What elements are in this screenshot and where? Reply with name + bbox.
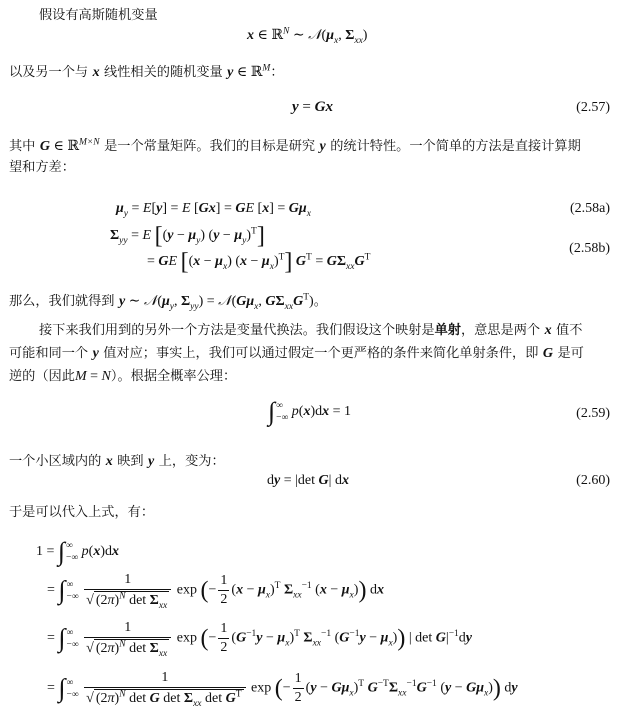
line-y-intro: 以及另一个与 x 线性相关的随机变量 y ∈ ℝ$^M$：: [9, 63, 284, 80]
paragraph-substitution-line1: 接下来我们用到的另外一个方法是变量代换法。我们假设这个映射是单射，意思是两个 x 值不: [39, 323, 583, 338]
equation-2-58b-line1: $\Sigma_{yy} = E$ [$(y - \mu_y)$ $(y - \mu_y)^T$]: [110, 222, 265, 249]
equation-number-2-58a: (2.58a): [569, 201, 610, 216]
equation-2-60: dy = |det G| dx: [267, 473, 349, 488]
equation-number-2-57: (2.57): [576, 100, 610, 115]
line-mapping: 一个小区域内的 x 映到 y 上，变为：: [9, 454, 225, 469]
paragraph-substitution-line2: 可能和同一个 y 值对应；事实上，我们可以通过假定一个更严格的条件来简化单射条件，即 G 是可: [9, 346, 584, 361]
equation-number-2-60: (2.60): [576, 473, 610, 488]
derivation-line-2: = ∫ ∞ −∞ $\frac{1}{√ (2\pi)^N \det \Sigma_{xx}}$ exp (− $\frac{1}{2}$ $(x - \mu_x)^T$ $\Sigma_{xx}^{-1}$ $(x - \mu_x)$) dx: [47, 572, 384, 611]
paragraph-G-line2: 望和方差：: [9, 160, 75, 175]
equation-x-distribution: x ∈ ℝ$^N$ ∼ $𝒩(\mu_x$, $\Sigma_{xx}$): [247, 26, 368, 46]
paragraph-G-line1: 其中 G ∈ ℝ$^{M\times N}$ 是一个常量矩阵。我们的目标是研究 y 的统计特性。一个简单的方法是直接计算期: [9, 137, 581, 154]
derivation-line-4: = ∫ ∞ −∞ $\frac{1}{√ (2\pi)^N \det G \det \Sigma_{xx} \det G^T}$ exp (− $\frac{1}{2}$ $(y - G\mu_x)^T$ $G^{-T}\Sigma_{xx}^{-1}G^{-1}$ $(y - G\mu_x)$) dy: [47, 670, 518, 709]
equation-2-58a: $\mu_y = E[y] = E$ [Gx] = GE $[x] = G\mu_x$: [116, 201, 311, 219]
equation-number-2-59: (2.59): [576, 406, 610, 421]
paragraph-substitution-line3: 逆的（因此M = N）。根据全概率公理：: [9, 369, 237, 384]
line-substitute: 于是可以代入上式，有：: [9, 505, 155, 520]
equation-2-59: ∫ ∞ −∞ p(x)dx = 1: [268, 397, 352, 426]
equation-number-2-58b: (2.58b): [569, 241, 610, 256]
conclusion-line: 那么，我们就得到 y ∼ $𝒩(\mu_y$, $\Sigma_{yy}$) = $𝒩(G\mu_x$, $G\Sigma_{xx}G^T$)。: [9, 292, 327, 312]
derivation-line-3: = ∫ ∞ −∞ $\frac{1}{√ (2\pi)^N \det \Sigma_{xx}}$ exp (− $\frac{1}{2}$ $(G^{-1}y - \mu_x)^T$ $\Sigma_{xx}^{-1}$ $(G^{-1}y - \mu_x)$) | $\det G|^{-1}dy$: [47, 620, 473, 659]
equation-2-58b-line2: = GE [$(x - \mu_x)$ $(x - \mu_x)^T$] $G^T = G\Sigma_{xx}G^T$: [147, 248, 371, 275]
derivation-line-1: 1 = ∫ ∞ −∞ p(x)dx: [36, 537, 120, 566]
equation-2-57: y = Gx: [292, 99, 333, 115]
intro-line: 假设有高斯随机变量: [39, 8, 158, 23]
